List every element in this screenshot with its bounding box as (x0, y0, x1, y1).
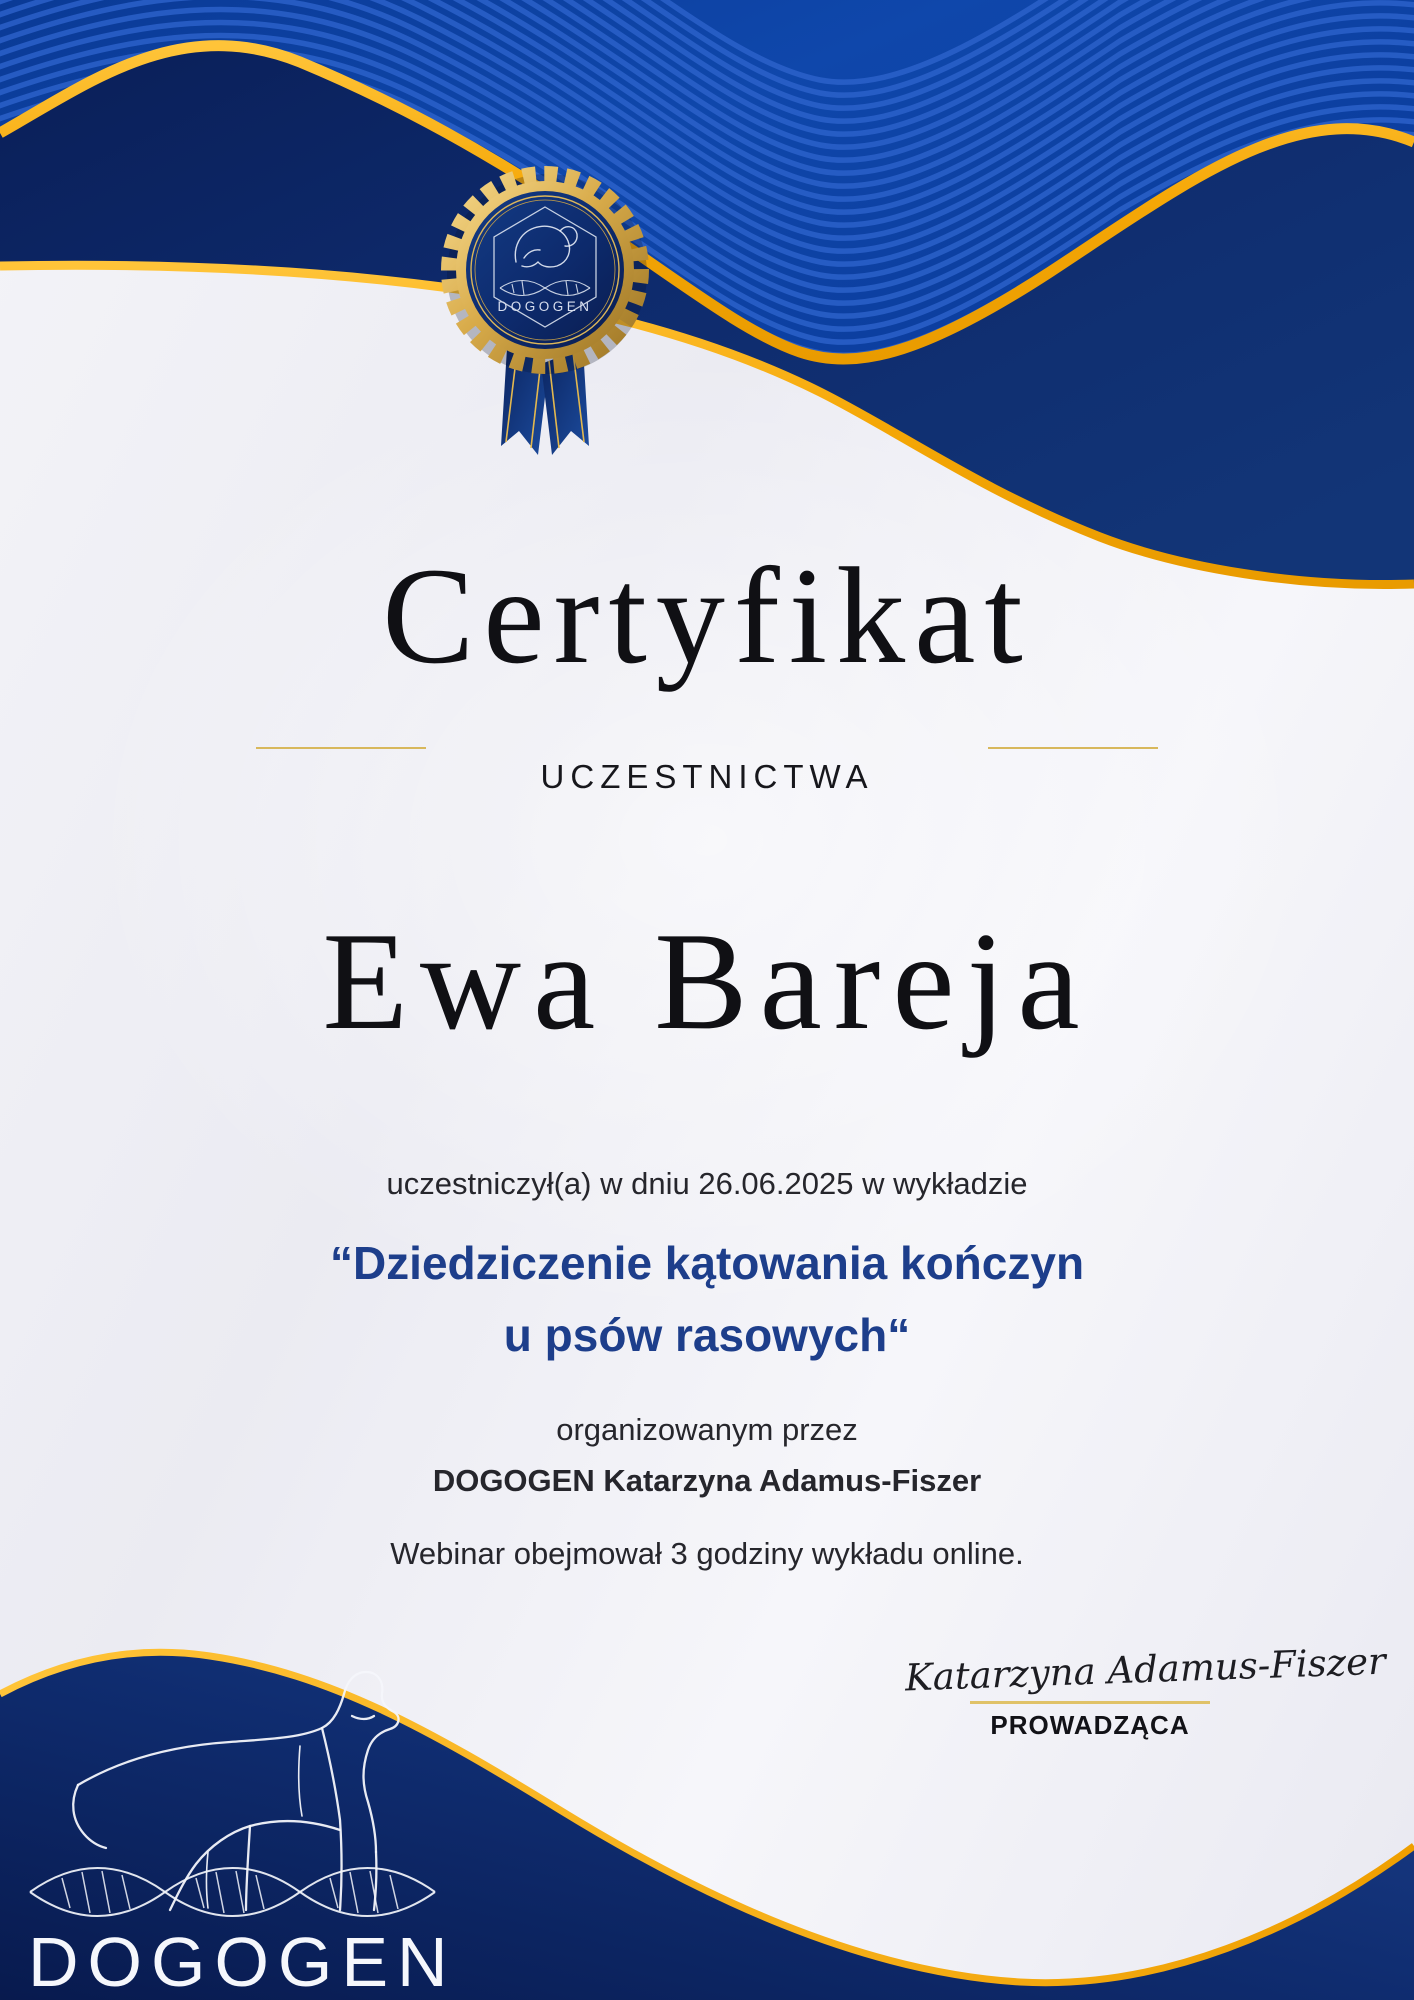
participation-line: uczestniczył(a) w dniu 26.06.2025 w wykładzie (386, 1166, 1028, 1201)
recipient-name: Ewa Bareja (322, 904, 1092, 1059)
certificate-subtitle: UCZESTNICTWA (540, 758, 874, 795)
lecture-title-line2: u psów rasowych“ (503, 1309, 911, 1361)
lecture-title-line1: “Dziedziczenie kątowania kończyn (329, 1237, 1085, 1289)
webinar-note: Webinar obejmował 3 godziny wykładu online. (390, 1536, 1024, 1571)
signature-role: PROWADZĄCA (990, 1710, 1190, 1740)
organized-by-line: organizowanym przez (556, 1412, 858, 1447)
badge-label: DOGOGEN (497, 299, 593, 314)
header-waves (0, 0, 1414, 620)
divider-line-left (256, 747, 426, 749)
logo-wordmark: DOGOGEN (28, 1923, 457, 2000)
signature-name: Katarzyna Adamus-Fiszer (904, 1639, 1387, 1700)
medal-badge (447, 174, 647, 374)
divider-line-right (988, 747, 1158, 749)
certificate-title: Certyfikat (382, 539, 1032, 692)
footer-wave (0, 1620, 1414, 2000)
organizer-name: DOGOGEN Katarzyna Adamus-Fiszer (432, 1463, 982, 1498)
